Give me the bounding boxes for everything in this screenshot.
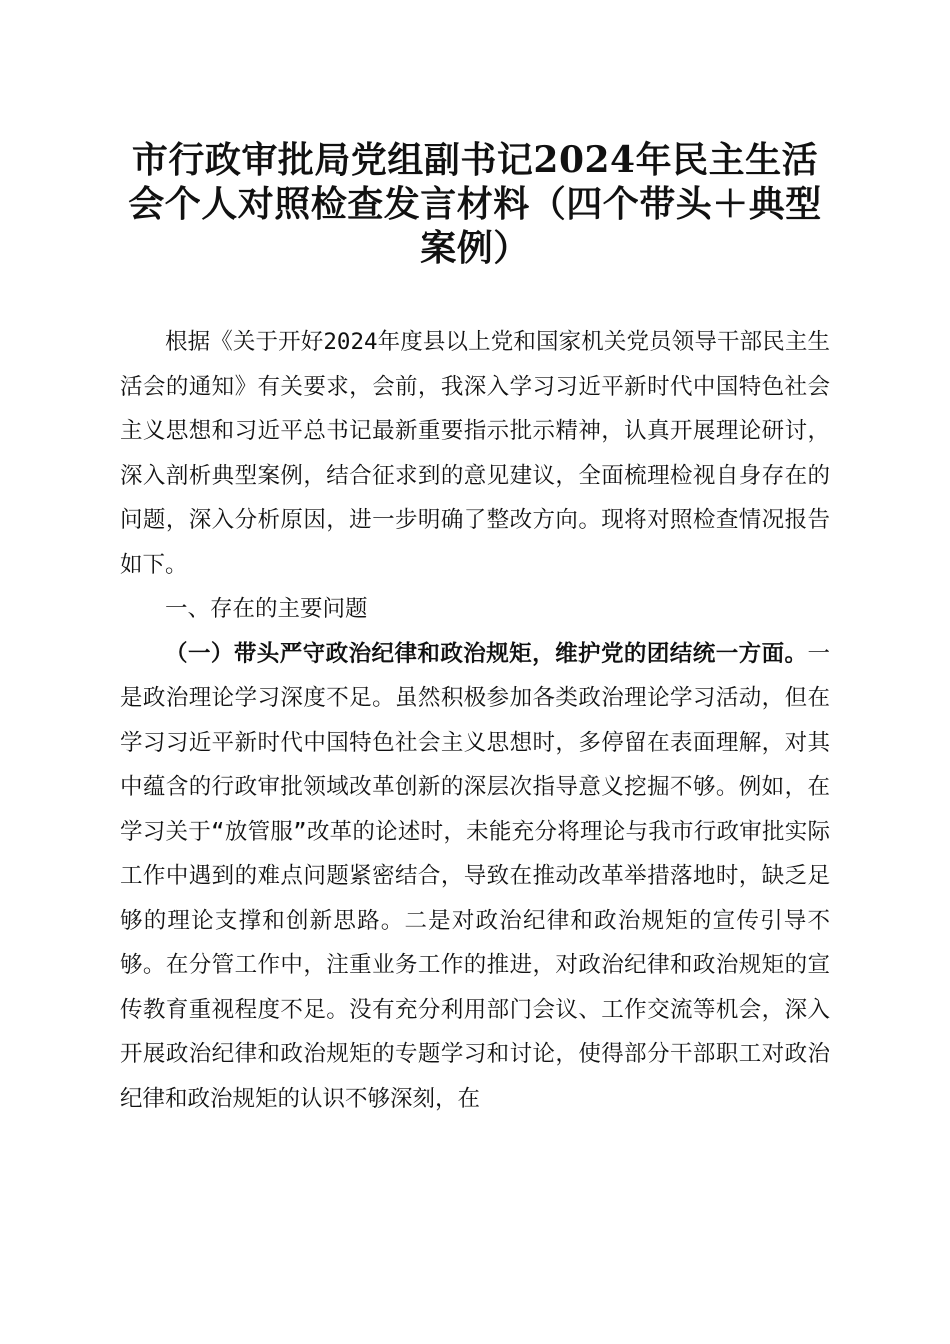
document-title: 市行政审批局党组副书记2024年民主生活会个人对照检查发言材料（四个带头＋典型案例）: [128, 139, 822, 269]
document-body: [120, 320, 830, 1121]
intro-paragraph: 根据《关于开好2024年度县以上党和国家机关党员领导干部民主生活会的通知》有关要求，会前，我深入学习习近平新时代中国特色社会主义思想和习近平总书记最新重要指示批示精神，认真开展理论研讨，深入剖析典型案例，结合征求到的意见建议，全面梳理检视自身存在的问题，深入分析原因，进一步明确了整改方向。现将对照检查情况报告如下。: [120, 329, 830, 578]
item-lead: （一）带头严守政治纪律和政治规矩，维护党的团结统一方面。: [165, 640, 808, 667]
item-paragraph: [120, 632, 830, 1122]
item-text: 一是政治理论学习深度不足。虽然积极参加各类政治理论学习活动，但在学习习近平新时代中国特色社会主义思想时，多停留在表面理解，对其中蕴含的行政审批领域改革创新的深层次指导意义挖掘不够。例如，在学习关于“放管服”改革的论述时，未能充分将理论与我市行政审批实际工作中遇到的难点问题紧密结合，导致在推动改革举措落地时，缺乏足够的理论支撑和创新思路。二是对政治纪律和政治规矩的宣传引导不够。在分管工作中，注重业务工作的推进，对政治纪律和政治规矩的宣传教育重视程度不足。没有充分利用部门会议、工作交流等机会，深入开展政治纪律和政治规矩的专题学习和讨论，使得部分干部职工对政治纪律和政治规矩的认识不够深刻，在: [120, 640, 830, 1112]
section-heading: 一、存在的主要问题: [165, 596, 368, 622]
